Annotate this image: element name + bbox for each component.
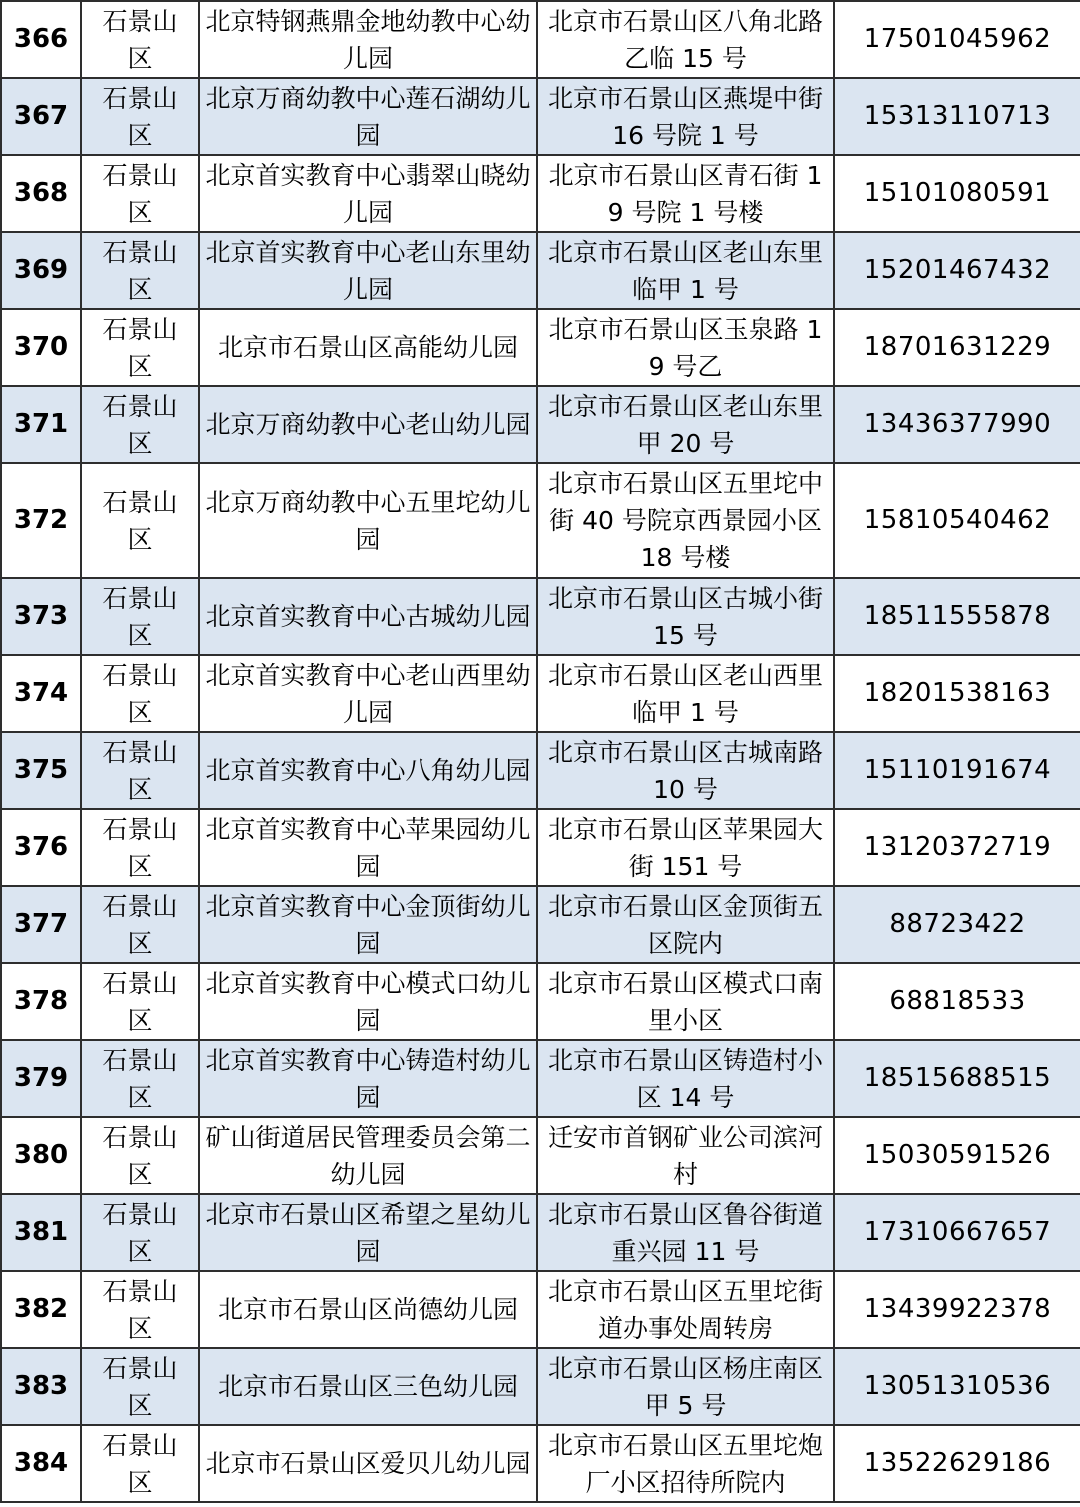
row-number: 367 (1, 78, 81, 155)
table-row (1, 78, 1080, 155)
district-cell: 石景山区 (81, 655, 199, 732)
address-cell: 北京市石景山区青石街 19 号院 1 号楼 (537, 155, 834, 232)
district-cell: 石景山区 (81, 463, 199, 578)
address-cell: 北京市石景山区铸造村小区 14 号 (537, 1040, 834, 1117)
table-row (1, 578, 1080, 655)
address-cell: 北京市石景山区五里坨炮厂小区招待所院内 (537, 1425, 834, 1502)
table-row (1, 386, 1080, 463)
row-number: 366 (1, 1, 81, 78)
kindergarten-name-cell: 北京首实教育中心老山东里幼 儿园 (199, 232, 537, 309)
district-cell: 石景山区 (81, 578, 199, 655)
row-number: 369 (1, 232, 81, 309)
phone-cell: 13120372719 (834, 809, 1080, 886)
table-row (1, 886, 1080, 963)
kindergarten-name-cell: 矿山街道居民管理委员会第二 幼儿园 (199, 1117, 537, 1194)
row-number: 372 (1, 463, 81, 578)
address-cell: 北京市石景山区模式口南里小区 (537, 963, 834, 1040)
kindergarten-name-cell: 北京首实教育中心铸造村幼儿 园 (199, 1040, 537, 1117)
kindergarten-name-cell: 北京首实教育中心八角幼儿园 (199, 732, 537, 809)
row-number: 381 (1, 1194, 81, 1271)
phone-cell: 13051310536 (834, 1348, 1080, 1425)
address-cell: 北京市石景山区玉泉路 19 号乙 (537, 309, 834, 386)
address-cell: 北京市石景山区老山东里临甲 1 号 (537, 232, 834, 309)
district-cell: 石景山区 (81, 1117, 199, 1194)
district-cell: 石景山区 (81, 1194, 199, 1271)
row-number: 377 (1, 886, 81, 963)
row-number: 368 (1, 155, 81, 232)
phone-cell: 18511555878 (834, 578, 1080, 655)
district-cell: 石景山区 (81, 1271, 199, 1348)
row-number: 376 (1, 809, 81, 886)
address-cell: 北京市石景山区古城小街 15 号 (537, 578, 834, 655)
phone-cell: 15030591526 (834, 1117, 1080, 1194)
address-cell: 北京市石景山区古城南路 10 号 (537, 732, 834, 809)
table-row (1, 1117, 1080, 1194)
row-number: 384 (1, 1425, 81, 1502)
phone-cell: 17501045962 (834, 1, 1080, 78)
kindergarten-name-cell: 北京市石景山区高能幼儿园 (199, 309, 537, 386)
district-cell: 石景山区 (81, 886, 199, 963)
row-number: 383 (1, 1348, 81, 1425)
address-cell: 北京市石景山区燕堤中街 16 号院 1 号 (537, 78, 834, 155)
district-cell: 石景山区 (81, 1, 199, 78)
table-row (1, 963, 1080, 1040)
address-cell: 北京市石景山区五里坨中街 40 号院京西景园小区 18 号楼 (537, 463, 834, 578)
table-row (1, 1271, 1080, 1348)
table-row (1, 155, 1080, 232)
row-number: 370 (1, 309, 81, 386)
district-cell: 石景山区 (81, 78, 199, 155)
phone-cell: 17310667657 (834, 1194, 1080, 1271)
kindergarten-name-cell: 北京市石景山区三色幼儿园 (199, 1348, 537, 1425)
phone-cell: 15313110713 (834, 78, 1080, 155)
phone-cell: 13439922378 (834, 1271, 1080, 1348)
table-row (1, 463, 1080, 578)
district-cell: 石景山区 (81, 155, 199, 232)
table-row (1, 655, 1080, 732)
row-number: 378 (1, 963, 81, 1040)
address-cell: 北京市石景山区鲁谷街道重兴园 11 号 (537, 1194, 834, 1271)
district-cell: 石景山区 (81, 309, 199, 386)
kindergarten-name-cell: 北京特钢燕鼎金地幼教中心幼 儿园 (199, 1, 537, 78)
kindergarten-name-cell: 北京万商幼教中心老山幼儿园 (199, 386, 537, 463)
table-row (1, 732, 1080, 809)
row-number: 374 (1, 655, 81, 732)
kindergarten-name-cell: 北京首实教育中心模式口幼儿 园 (199, 963, 537, 1040)
kindergarten-name-cell: 北京万商幼教中心五里坨幼儿 园 (199, 463, 537, 578)
table-row (1, 1425, 1080, 1502)
phone-cell: 18515688515 (834, 1040, 1080, 1117)
phone-cell: 15101080591 (834, 155, 1080, 232)
phone-cell: 15810540462 (834, 463, 1080, 578)
kindergarten-name-cell: 北京市石景山区尚德幼儿园 (199, 1271, 537, 1348)
address-cell: 迁安市首钢矿业公司滨河村 (537, 1117, 834, 1194)
kindergarten-name-cell: 北京首实教育中心金顶街幼儿 园 (199, 886, 537, 963)
district-cell: 石景山区 (81, 1348, 199, 1425)
phone-cell: 18201538163 (834, 655, 1080, 732)
phone-cell: 13436377990 (834, 386, 1080, 463)
district-cell: 石景山区 (81, 1425, 199, 1502)
phone-cell: 88723422 (834, 886, 1080, 963)
table-row (1, 232, 1080, 309)
phone-cell: 15201467432 (834, 232, 1080, 309)
district-cell: 石景山区 (81, 1040, 199, 1117)
table-body (1, 1, 1080, 1502)
address-cell: 北京市石景山区金顶街五区院内 (537, 886, 834, 963)
phone-cell: 68818533 (834, 963, 1080, 1040)
row-number: 379 (1, 1040, 81, 1117)
address-cell: 北京市石景山区老山东里甲 20 号 (537, 386, 834, 463)
phone-cell: 13522629186 (834, 1425, 1080, 1502)
phone-cell: 18701631229 (834, 309, 1080, 386)
address-cell: 北京市石景山区八角北路乙临 15 号 (537, 1, 834, 78)
table-row (1, 809, 1080, 886)
kindergarten-name-cell: 北京市石景山区希望之星幼儿 园 (199, 1194, 537, 1271)
row-number: 373 (1, 578, 81, 655)
district-cell: 石景山区 (81, 732, 199, 809)
address-cell: 北京市石景山区老山西里临甲 1 号 (537, 655, 834, 732)
table-row (1, 1040, 1080, 1117)
row-number: 371 (1, 386, 81, 463)
row-number: 380 (1, 1117, 81, 1194)
district-cell: 石景山区 (81, 963, 199, 1040)
row-number: 375 (1, 732, 81, 809)
district-cell: 石景山区 (81, 232, 199, 309)
address-cell: 北京市石景山区杨庄南区甲 5 号 (537, 1348, 834, 1425)
row-number: 382 (1, 1271, 81, 1348)
kindergarten-name-cell: 北京首实教育中心古城幼儿园 (199, 578, 537, 655)
kindergarten-name-cell: 北京首实教育中心老山西里幼 儿园 (199, 655, 537, 732)
kindergarten-name-cell: 北京首实教育中心苹果园幼儿 园 (199, 809, 537, 886)
address-cell: 北京市石景山区五里坨街道办事处周转房 (537, 1271, 834, 1348)
district-cell: 石景山区 (81, 809, 199, 886)
address-cell: 北京市石景山区苹果园大街 151 号 (537, 809, 834, 886)
table-row (1, 1, 1080, 78)
table-row (1, 309, 1080, 386)
kindergarten-name-cell: 北京万商幼教中心莲石湖幼儿 园 (199, 78, 537, 155)
phone-cell: 15110191674 (834, 732, 1080, 809)
table-row (1, 1348, 1080, 1425)
kindergarten-name-cell: 北京首实教育中心翡翠山晓幼 儿园 (199, 155, 537, 232)
district-cell: 石景山区 (81, 386, 199, 463)
kindergarten-name-cell: 北京市石景山区爱贝儿幼儿园 (199, 1425, 537, 1502)
table-row (1, 1194, 1080, 1271)
